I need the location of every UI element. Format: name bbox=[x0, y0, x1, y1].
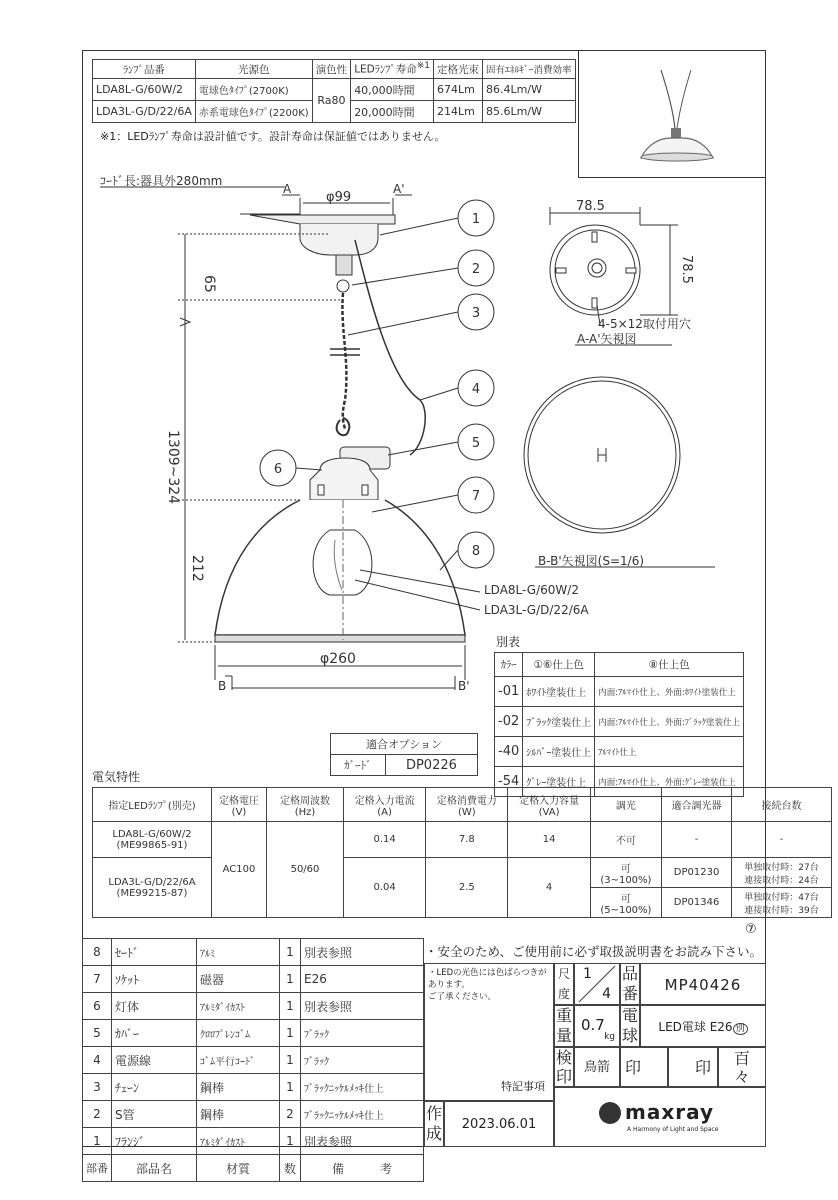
ceiling-plate bbox=[250, 215, 395, 224]
color-code: -01 bbox=[495, 677, 523, 707]
elec-header-power: 定格消費電力 (W) bbox=[426, 788, 508, 822]
callout-4: 4 bbox=[471, 382, 481, 397]
dim-phi260: φ260 bbox=[320, 651, 356, 667]
lamp-color: 電球色ﾀｲﾌﾟ(2700K) bbox=[195, 79, 312, 101]
part-material: 鋼棒 bbox=[197, 1074, 280, 1101]
dim-785-vertical: 78.5 bbox=[679, 255, 694, 284]
elec-count: 単独取付時：27台 連接取付時：24台 bbox=[732, 858, 832, 888]
power-cord bbox=[355, 240, 425, 455]
elec-current: 0.04 bbox=[344, 858, 426, 918]
lamp-efficiency: 85.6Lm/W bbox=[483, 101, 576, 123]
elec-dimmer: DP01230 bbox=[662, 858, 732, 888]
sheet-mark: ⑦ bbox=[745, 922, 757, 937]
header-cri: 演色性 bbox=[312, 60, 351, 79]
elec-dimmer: DP01346 bbox=[662, 888, 732, 918]
part-qty: 1 bbox=[280, 993, 301, 1020]
part-name: S管 bbox=[112, 1101, 197, 1128]
part-no: 7 bbox=[83, 966, 112, 993]
lamp-flux: 214Lm bbox=[434, 101, 483, 123]
parts-table bbox=[82, 938, 424, 1182]
part-qty: 1 bbox=[280, 966, 301, 993]
lamp-efficiency: 86.4Lm/W bbox=[483, 79, 576, 101]
section-b-right: B' bbox=[458, 679, 470, 693]
page-label: 百 bbox=[733, 1049, 750, 1068]
check-label: 検 bbox=[555, 1048, 572, 1067]
elec-header-lamp: 指定LEDﾗﾝﾌﾟ(別売) bbox=[93, 788, 212, 822]
elec-header-count: 接続台数 bbox=[732, 788, 832, 822]
lamp-label-1: LDA8L-G/60W/2 bbox=[484, 583, 579, 597]
dim-212: 212 bbox=[189, 555, 205, 582]
callout-2: 2 bbox=[471, 262, 481, 277]
dim-785-horizontal: 78.5 bbox=[576, 199, 605, 214]
bulb-mark: 別 bbox=[733, 1023, 748, 1035]
electrical-table bbox=[92, 787, 832, 918]
color-code: -40 bbox=[495, 737, 523, 767]
part-material: ｱﾙﾐﾀﾞｲｶｽﾄ bbox=[197, 993, 280, 1020]
model-label: 品 bbox=[621, 964, 638, 983]
cord-note: ｺｰﾄﾞ長:器具外280mm bbox=[100, 174, 223, 188]
part-material: 磁器 bbox=[197, 966, 280, 993]
lamp-model: LDA3L-G/D/22/6A bbox=[93, 101, 196, 123]
lamp-label-2: LDA3L-G/D/22/6A bbox=[484, 603, 589, 617]
bulb-label: 電 bbox=[621, 1006, 638, 1025]
color-header-code: ｶﾗｰ bbox=[495, 653, 523, 677]
special-notes-box bbox=[424, 963, 554, 1101]
parts-footer-qty: 数 bbox=[280, 1155, 301, 1182]
color-body: ｼﾙﾊﾞｰ塗装仕上 bbox=[523, 737, 595, 767]
part-note: ﾌﾞﾗｯｸﾆｯｹﾙﾒｯｷ仕上 bbox=[301, 1101, 424, 1128]
part-material: 鋼棒 bbox=[197, 1101, 280, 1128]
part-qty: 1 bbox=[280, 1020, 301, 1047]
color-code: -02 bbox=[495, 707, 523, 737]
color-shade: 内面:ｱﾙﾏｲﾄ仕上、外面:ﾌﾞﾗｯｸ塗装仕上 bbox=[595, 707, 744, 737]
callout-5: 5 bbox=[471, 436, 481, 451]
led-color-note-1: ・LEDの光色には色ばらつきがあります。 bbox=[428, 968, 547, 990]
lamp-cri: Ra80 bbox=[312, 79, 351, 123]
header-color: 光源色 bbox=[195, 60, 312, 79]
elec-va: 4 bbox=[508, 858, 590, 918]
elec-lamp: LDA8L-G/60W/2 (ME99865-91) bbox=[93, 822, 212, 858]
part-note: E26 bbox=[301, 966, 424, 993]
part-note: ﾌﾞﾗｯｸ bbox=[301, 1047, 424, 1074]
elec-count: - bbox=[732, 822, 832, 858]
parts-footer-note: 備 考 bbox=[301, 1155, 424, 1182]
part-no: 5 bbox=[83, 1020, 112, 1047]
weight-value: 0.7 bbox=[581, 1016, 605, 1034]
creation-date: 2023.06.01 bbox=[444, 1101, 554, 1147]
stamp-1: 印 bbox=[620, 1047, 668, 1087]
mounting-holes: 4-5×12取付用穴 bbox=[598, 317, 691, 331]
dim-length: 1309~324 bbox=[165, 430, 181, 505]
title-block: 尺 度 1 4 品 番 MP40426 重 量 0.7 kg 電 球 LED電球 E26 別 検 印 鳥箭 印 印 百 々 作 成 2023.06.01 maxray A Harmony of Light and Space bbox=[554, 963, 766, 1147]
part-name: ﾁｪｰﾝ bbox=[112, 1074, 197, 1101]
header-model: ﾗﾝﾌﾟ品番 bbox=[93, 60, 196, 79]
lamp-color: 赤系電球色ﾀｲﾌﾟ(2200K) bbox=[195, 101, 312, 123]
part-note: 別表参照 bbox=[301, 993, 424, 1020]
callout-6: 6 bbox=[273, 462, 283, 477]
part-qty: 1 bbox=[280, 939, 301, 966]
part-no: 4 bbox=[83, 1047, 112, 1074]
lamp-model: LDA8L-G/60W/2 bbox=[93, 79, 196, 101]
electrical-title: 電気特性 bbox=[92, 770, 141, 784]
part-name: ｾｰﾄﾞ bbox=[112, 939, 197, 966]
callout-1: 1 bbox=[471, 212, 481, 227]
color-shade: 内面:ｱﾙﾏｲﾄ仕上、外面:ﾎﾜｲﾄ塗装仕上 bbox=[595, 677, 744, 707]
part-qty: 1 bbox=[280, 1047, 301, 1074]
part-note: ﾌﾞﾗｯｸﾆｯｹﾙﾒｯｷ仕上 bbox=[301, 1074, 424, 1101]
header-life: LEDﾗﾝﾌﾟ寿命$^{※1}$ bbox=[351, 60, 434, 79]
part-no: 1 bbox=[83, 1128, 112, 1155]
lamp-life-note: ※1：LEDﾗﾝﾌﾟ寿命は設計値です。設計寿命は保証値ではありません。 bbox=[100, 130, 446, 143]
color-body: ﾌﾞﾗｯｸ塗装仕上 bbox=[523, 707, 595, 737]
part-note: ﾌﾞﾗｯｸ bbox=[301, 1020, 424, 1047]
option-label: ｶﾞｰﾄﾞ bbox=[331, 755, 386, 776]
option-table bbox=[330, 733, 478, 776]
elec-count: 単独取付時：47台 連接取付時：39台 bbox=[732, 888, 832, 918]
dim-phi99: φ99 bbox=[326, 190, 352, 205]
elec-dimming: 不可 bbox=[590, 822, 661, 858]
elec-header-freq: 定格周波数 (Hz) bbox=[267, 788, 344, 822]
brand-logo-icon bbox=[599, 1102, 621, 1124]
elec-power: 2.5 bbox=[426, 858, 508, 918]
weight-label: 重 bbox=[555, 1006, 572, 1025]
elec-lamp: LDA3L-G/D/22/6A (ME99215-87) bbox=[93, 858, 212, 918]
color-table-title: 別表 bbox=[496, 635, 521, 649]
elec-dimming: 可 (3~100%) bbox=[590, 858, 661, 888]
header-flux: 定格光束 bbox=[434, 60, 483, 79]
part-qty: 1 bbox=[280, 1074, 301, 1101]
part-no: 8 bbox=[83, 939, 112, 966]
section-a-right: A' bbox=[393, 182, 405, 196]
safety-note: ・安全のため、ご使用前に必ず取扱説明書をお読み下さい。 bbox=[425, 944, 763, 959]
part-qty: 2 bbox=[280, 1101, 301, 1128]
view-bb-label: B-B'矢視図(S=1/6) bbox=[538, 554, 645, 568]
part-no: 3 bbox=[83, 1074, 112, 1101]
color-code: -54 bbox=[495, 767, 523, 797]
part-note: 別表参照 bbox=[301, 1128, 424, 1155]
elec-header-dimming: 調光 bbox=[590, 788, 661, 822]
color-header-body: ①⑥仕上色 bbox=[523, 653, 595, 677]
brand-block bbox=[554, 1087, 766, 1147]
parts-footer-no: 部番 bbox=[83, 1155, 112, 1182]
elec-current: 0.14 bbox=[344, 822, 426, 858]
color-body: ｸﾞﾚｰ塗装仕上 bbox=[523, 767, 595, 797]
elec-va: 14 bbox=[508, 822, 590, 858]
part-material: ｸﾛﾛﾌﾟﾚﾝｺﾞﾑ bbox=[197, 1020, 280, 1047]
scale-numerator: 1 bbox=[583, 966, 592, 982]
part-name: 電源線 bbox=[112, 1047, 197, 1074]
color-table bbox=[494, 652, 744, 797]
part-qty: 1 bbox=[280, 1128, 301, 1155]
weight-unit: kg bbox=[604, 1032, 615, 1042]
view-aa-label: A-A'矢視図 bbox=[577, 332, 637, 346]
checker-stamp: 鳥箭 bbox=[574, 1047, 620, 1087]
elec-dimmer: - bbox=[662, 822, 732, 858]
elec-header-current: 定格入力電流 (A) bbox=[344, 788, 426, 822]
callout-8: 8 bbox=[471, 544, 481, 559]
dim-65: 65 bbox=[201, 275, 217, 293]
stamp-2: 印 bbox=[668, 1047, 718, 1087]
chain bbox=[342, 293, 346, 430]
scale-label: 尺 bbox=[557, 967, 570, 981]
section-b-left: B bbox=[218, 679, 227, 693]
model-number: MP40426 bbox=[640, 963, 766, 1005]
color-header-shade: ⑧仕上色 bbox=[595, 653, 744, 677]
elec-voltage: AC100 bbox=[212, 822, 267, 918]
callout-3: 3 bbox=[471, 306, 481, 321]
led-color-note-2: ご了承ください。 bbox=[428, 992, 497, 1002]
parts-footer-material: 材質 bbox=[197, 1155, 280, 1182]
scale-denominator: 4 bbox=[602, 986, 611, 1002]
part-no: 2 bbox=[83, 1101, 112, 1128]
callout-7: 7 bbox=[471, 489, 481, 504]
lamp-flux: 674Lm bbox=[434, 79, 483, 101]
color-shade: ｱﾙﾏｲﾄ仕上 bbox=[595, 737, 744, 767]
elec-header-va: 定格入力容量 (VA) bbox=[508, 788, 590, 822]
flange-body bbox=[300, 224, 378, 255]
part-material: ｺﾞﾑ平行ｺｰﾄﾞ bbox=[197, 1047, 280, 1074]
brand-name: maxray bbox=[625, 1100, 715, 1124]
special-notes-label: 特記事項 bbox=[501, 1080, 545, 1093]
lamp-life: 40,000時間 bbox=[351, 79, 434, 101]
part-name: 灯体 bbox=[112, 993, 197, 1020]
part-no: 6 bbox=[83, 993, 112, 1020]
elec-freq: 50/60 bbox=[267, 822, 344, 918]
lamp-life: 20,000時間 bbox=[351, 101, 434, 123]
part-material: ｱﾙﾐﾀﾞｲｶｽﾄ bbox=[197, 1128, 280, 1155]
color-body: ﾎﾜｲﾄ塗装仕上 bbox=[523, 677, 595, 707]
elec-header-dimmer: 適合調光器 bbox=[662, 788, 732, 822]
part-name: ﾌﾗﾝｼﾞ bbox=[112, 1128, 197, 1155]
header-efficiency: 固有ｴﾈﾙｷﾞｰ消費効率 bbox=[483, 60, 576, 79]
parts-footer-name: 部品名 bbox=[112, 1155, 197, 1182]
color-shade: 内面:ｱﾙﾏｲﾄ仕上、外面:ｸﾞﾚｰ塗装仕上 bbox=[595, 767, 744, 797]
part-name: ｶﾊﾞｰ bbox=[112, 1020, 197, 1047]
bulb-type: LED電球 E26 別 bbox=[640, 1005, 766, 1047]
made-label: 作 bbox=[425, 1104, 442, 1123]
option-code: DP0226 bbox=[385, 755, 477, 776]
part-name: ｿｹｯﾄ bbox=[112, 966, 197, 993]
elec-power: 7.8 bbox=[426, 822, 508, 858]
part-note: 別表参照 bbox=[301, 939, 424, 966]
elec-header-voltage: 定格電圧 (V) bbox=[212, 788, 267, 822]
elec-dimming: 可 (5~100%) bbox=[590, 888, 661, 918]
part-material: ｱﾙﾐ bbox=[197, 939, 280, 966]
option-title: 適合オプション bbox=[331, 734, 478, 755]
section-a-left: A bbox=[283, 182, 292, 196]
brand-tagline: A Harmony of Light and Space bbox=[627, 1126, 719, 1133]
